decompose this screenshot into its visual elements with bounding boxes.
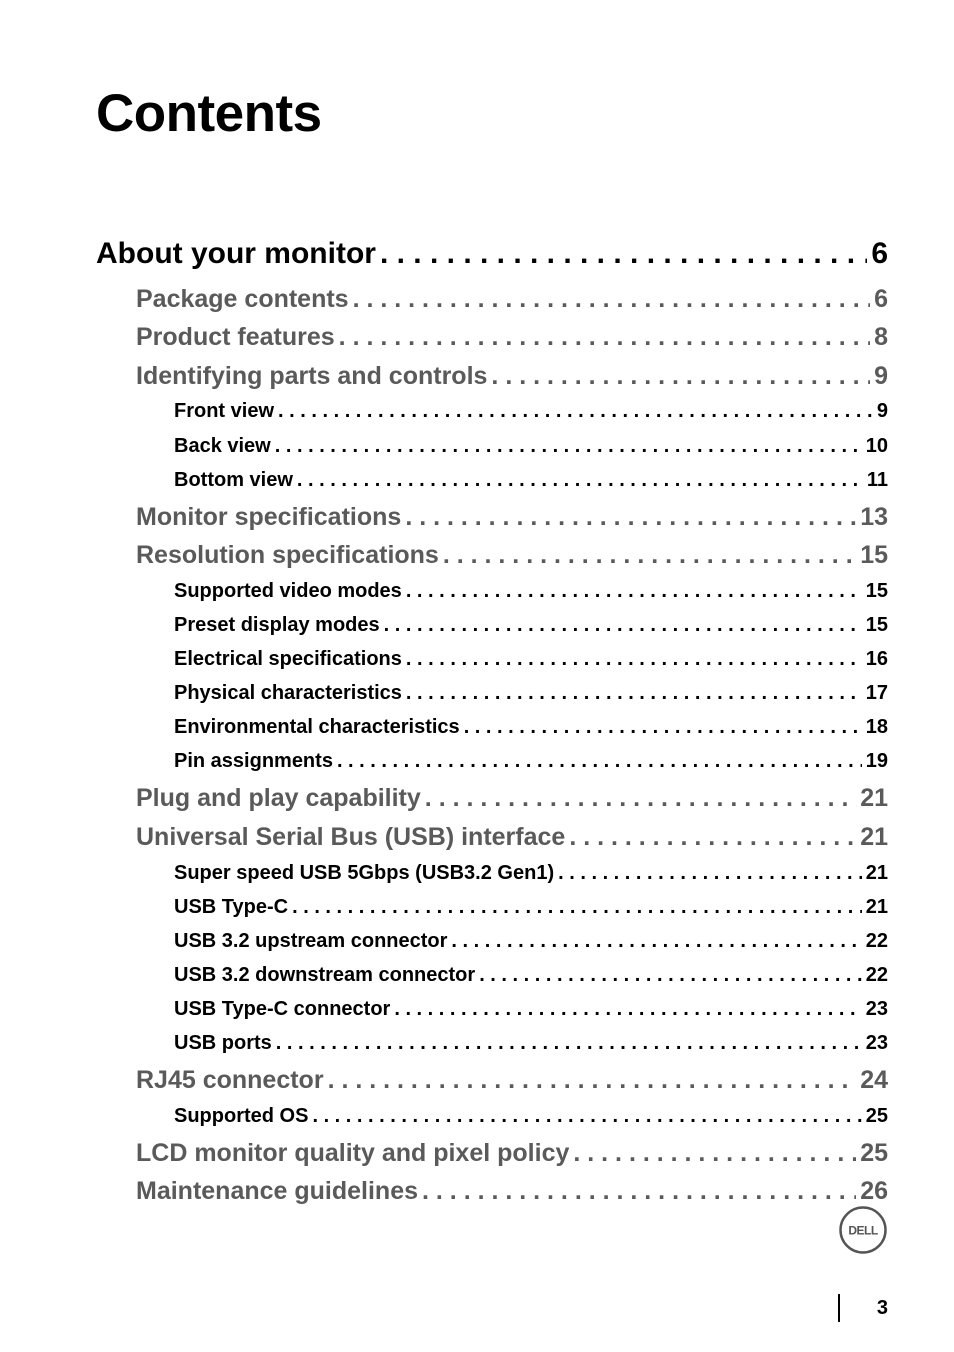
toc-dot-leader [278,399,873,423]
toc-dot-leader [558,861,862,885]
toc-entry-label: Electrical specifications [174,648,402,670]
toc-entry-page: 25 [865,1105,888,1127]
toc-entry-label: Bottom view [174,469,293,491]
toc-dot-leader [339,322,870,352]
toc-entry[interactable] [136,284,888,314]
toc-entry-label: Universal Serial Bus (USB) interface [136,823,566,851]
toc-dot-leader [425,783,856,813]
toc-entry-page: 9 [876,400,888,422]
toc-entry-label: Resolution specifications [136,541,439,569]
toc-entry[interactable] [174,861,888,885]
toc-entry-label: Environmental characteristics [174,716,460,738]
toc-dot-leader [328,1065,857,1095]
toc-entry-page: 13 [860,503,888,531]
toc-entry-label: USB 3.2 downstream connector [174,964,476,986]
toc-entry-label: Supported video modes [174,580,402,602]
toc-entry[interactable] [174,434,888,458]
toc-dot-leader [451,929,861,953]
footer-divider [838,1294,840,1322]
toc-entry-page: 17 [865,682,888,704]
toc-dot-leader [312,1104,861,1128]
toc-entry[interactable] [174,963,888,987]
toc-entry[interactable] [174,715,888,739]
toc-entry[interactable] [174,468,888,492]
toc-entry-page: 26 [860,1177,888,1205]
toc-entry[interactable] [174,997,888,1021]
toc-entry-label: Identifying parts and controls [136,362,488,390]
toc-entry-label: Pin assignments [174,750,333,772]
toc-dot-leader [573,1138,856,1168]
toc-dot-leader [292,895,862,919]
toc-entry-page: 23 [865,998,888,1020]
toc-entry-page: 21 [860,784,888,812]
toc-entry-label: Preset display modes [174,614,380,636]
toc-entry[interactable] [174,613,888,637]
toc-entry-label: Supported OS [174,1105,309,1127]
toc-entry[interactable] [136,822,888,852]
dell-logo [839,1206,887,1254]
toc-entry-label: USB Type-C [174,896,289,918]
toc-entry-label: Package contents [136,285,349,313]
toc-entry[interactable] [136,1138,888,1168]
toc-dot-leader [479,963,862,987]
toc-entry-label: USB ports [174,1032,272,1054]
toc-entry-label: About your monitor [96,237,376,270]
toc-entry[interactable] [136,1176,888,1206]
toc-entry[interactable] [174,579,888,603]
toc-entry-label: RJ45 connector [136,1066,324,1094]
toc-entry[interactable] [174,1104,888,1128]
toc-entry-page: 15 [860,541,888,569]
toc-entry-page: 11 [866,469,888,491]
toc-entry-label: Maintenance guidelines [136,1177,419,1205]
toc-entry-page: 10 [865,435,888,457]
toc-entry[interactable] [174,399,888,423]
toc-entry-page: 21 [860,823,888,851]
toc-entry-page: 6 [874,285,888,313]
toc-entry-page: 9 [874,362,888,390]
toc-dot-leader [297,468,863,492]
toc-entry[interactable] [136,361,888,391]
toc-entry-label: Front view [174,400,275,422]
toc-entry-label: USB 3.2 upstream connector [174,930,448,952]
toc-entry[interactable] [136,322,888,352]
toc-dot-leader [406,647,862,671]
toc-entry-page: 24 [860,1066,888,1094]
toc-entry-page: 6 [871,237,888,270]
toc-entry-page: 21 [865,862,888,884]
toc-entry-page: 23 [865,1032,888,1054]
toc-entry-page: 18 [865,716,888,738]
toc-entry-label: USB Type-C connector [174,998,391,1020]
toc-entry[interactable] [174,647,888,671]
toc-dot-leader [422,1176,856,1206]
toc-entry[interactable] [136,540,888,570]
toc-dot-leader [337,749,862,773]
toc-entry-label: Super speed USB 5Gbps (USB3.2 Gen1) [174,862,555,884]
toc-entry[interactable] [174,895,888,919]
toc-entry[interactable] [96,236,888,272]
toc-entry-page: 15 [865,614,888,636]
toc-dot-leader [353,284,871,314]
toc-entry-page: 21 [865,896,888,918]
toc-dot-leader [394,997,861,1021]
toc-dot-leader [491,361,870,391]
toc-entry[interactable] [136,783,888,813]
toc-entry-label: Monitor specifications [136,503,402,531]
toc-entry-page: 22 [865,930,888,952]
toc-dot-leader [384,613,862,637]
toc-entry-page: 16 [865,648,888,670]
toc-entry[interactable] [136,1065,888,1095]
page-title: Contents [96,84,322,143]
toc-entry[interactable] [174,681,888,705]
page-number: 3 [876,1297,888,1319]
toc-dot-leader [380,236,867,272]
toc-entry-label: Back view [174,435,271,457]
toc-dot-leader [275,434,862,458]
toc-entry-page: 22 [865,964,888,986]
toc-entry[interactable] [174,749,888,773]
dell-logo-text: DELL [848,1223,878,1238]
toc-entry[interactable] [174,929,888,953]
toc-dot-leader [406,579,862,603]
toc-entry-page: 25 [860,1139,888,1167]
toc-dot-leader [406,681,862,705]
toc-entry-label: LCD monitor quality and pixel policy [136,1139,570,1167]
toc-dot-leader [569,822,856,852]
toc-entry[interactable] [174,1031,888,1055]
toc-entry-label: Plug and play capability [136,784,421,812]
toc-dot-leader [405,502,856,532]
toc-entry-page: 15 [865,580,888,602]
toc-entry-page: 19 [865,750,888,772]
toc-entry-page: 8 [874,323,888,351]
toc-dot-leader [276,1031,862,1055]
toc-entry[interactable] [136,502,888,532]
toc-entry-label: Physical characteristics [174,682,402,704]
toc-dot-leader [464,715,862,739]
toc-entry-label: Product features [136,323,335,351]
toc-dot-leader [443,540,856,570]
